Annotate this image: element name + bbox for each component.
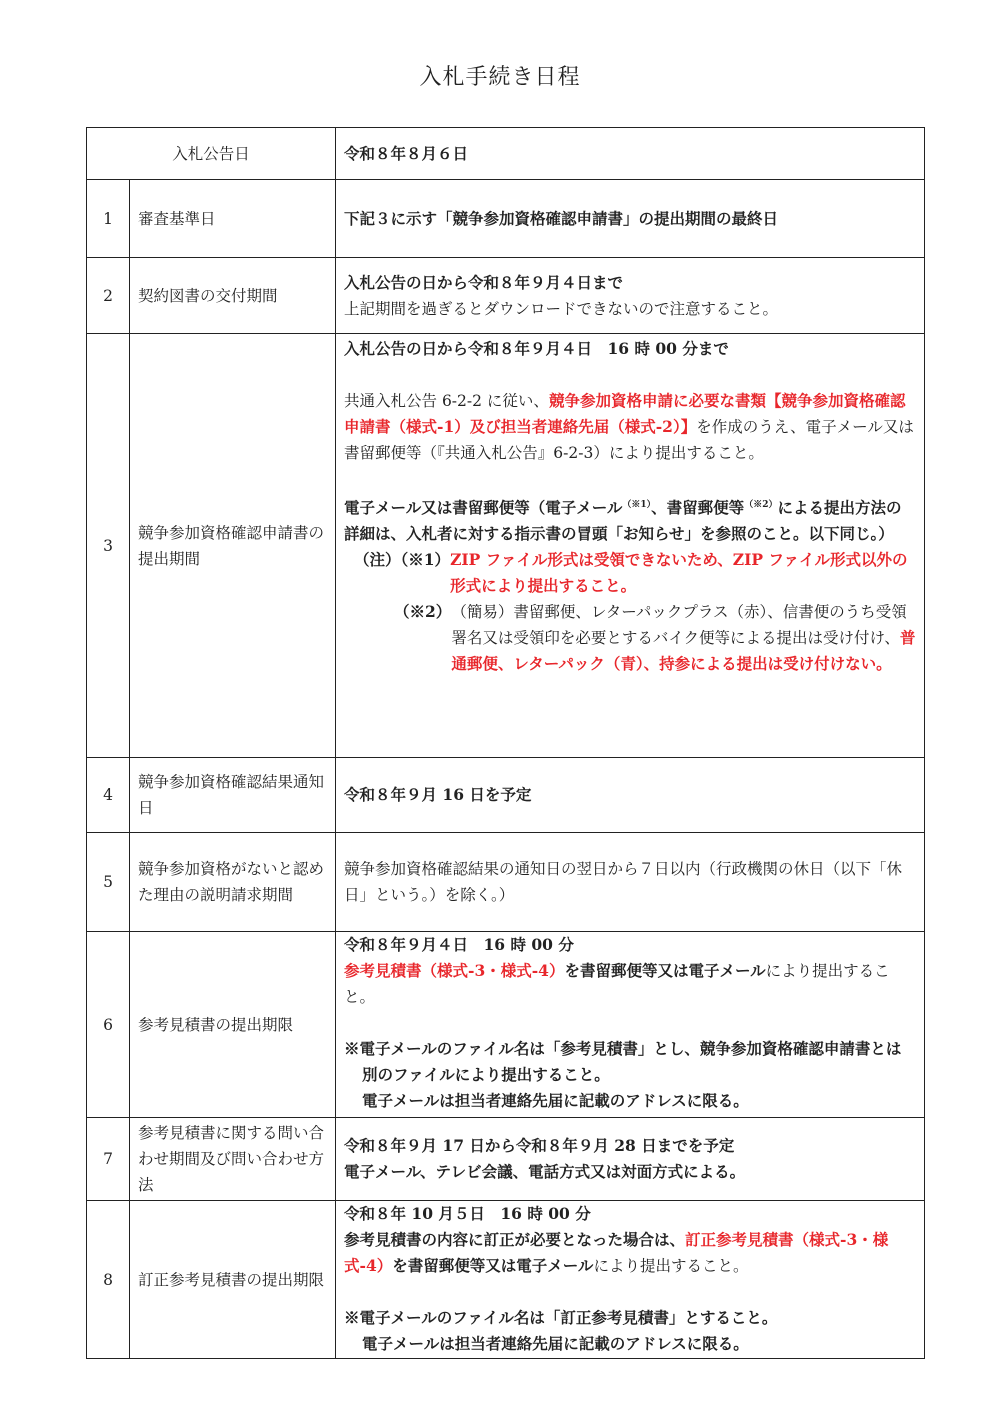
content-paragraph [344, 958, 916, 1010]
table-row [87, 258, 925, 334]
content-line: 上記期間を過ぎるとダウンロードできないので注意すること。 [344, 299, 779, 318]
row-content [336, 258, 925, 334]
row-label: 競争参加資格確認結果通知日 [130, 758, 336, 833]
notice-label: 入札公告日 [87, 128, 336, 180]
row-number: 5 [87, 833, 130, 932]
text-span: 電子メール又は書留郵便等（電子メール [344, 498, 623, 518]
table-row [87, 128, 925, 180]
content-paragraph: ※電子メールのファイル名は「参考見積書」とし、競争参加資格確認申請書とは別のファイルにより提出すること。 [344, 1039, 902, 1084]
row-label: 競争参加資格がないと認めた理由の説明請求期間 [130, 833, 336, 932]
row-label: 審査基準日 [130, 180, 336, 258]
text-span: （簡易）書留郵便、レターパックプラス（赤）、信書便のうち受領署名又は受領印を必要とするバイク便等による提出は受け付け、 [451, 603, 907, 648]
row-number: 3 [87, 334, 130, 758]
content-line: 入札公告の日から令和８年９月４日まで [344, 272, 624, 292]
text-span: を作成のうえ、電子メール又は書留郵便等（『共通入札公告』6-2-3）により提出すること。 [344, 418, 914, 462]
row-number: 4 [87, 758, 130, 833]
content-line: 入札公告の日から令和８年９月４日 16 時 00 分まで [344, 339, 729, 358]
row-label: 訂正参考見積書の提出期限 [130, 1201, 336, 1359]
text-span: 共通入札公告 6-2-2 に従い、 [344, 392, 549, 410]
highlight-text: 普通郵便、レターパック（青）、持参による提出は受け付けない。 [451, 628, 916, 674]
table-row [87, 1201, 925, 1359]
row-label: 競争参加資格確認申請書の提出期間 [130, 334, 336, 758]
row-content [336, 932, 925, 1118]
highlight-text: 訂正参考見積書（様式-3・様式-4） [344, 1230, 889, 1275]
highlight-text: 競争参加資格申請に必要な書類【競争参加資格確認申請書（様式-1）及び担当者連絡先届（様式-2）】 [344, 391, 906, 436]
row-content: 競争参加資格確認結果の通知日の翌日から７日以内（行政機関の休日（以下「休日」という。）を除く。） [336, 833, 925, 932]
text-span: による提出方法の詳細は、入札者に対する指示書の冒頭「お知らせ」を参照のこと。以下同じ。） [344, 498, 902, 544]
table-row [87, 833, 925, 932]
row-label: 参考見積書に関する問い合わせ期間及び問い合わせ方法 [130, 1118, 336, 1201]
row-content: 令和８年９月 16 日を予定 [336, 758, 925, 833]
content-line: 電子メールは担当者連絡先届に記載のアドレスに限る。 [362, 1091, 749, 1110]
row-number: 1 [87, 180, 130, 258]
content-line: ※電子メールのファイル名は「訂正参考見積書」とすること。 [344, 1308, 778, 1327]
note-item [344, 547, 916, 599]
note-key: （※2） [394, 602, 452, 622]
row-number: 6 [87, 932, 130, 1118]
content-line: 令和８年９月 17 日から令和８年９月 28 日までを予定 [344, 1136, 735, 1155]
row-label: 契約図書の交付期間 [130, 258, 336, 334]
table-row [87, 758, 925, 833]
page-title: 入札手続き日程 [419, 65, 581, 90]
schedule-table [86, 127, 925, 1359]
text-span: により提出すること。 [344, 962, 890, 1006]
content-line: 令和８年９月４日 16 時 00 分 [344, 935, 574, 954]
highlight-text: 参考見積書（様式-3・様式-4） [344, 961, 565, 980]
notice-value: 令和８年８月６日 [336, 128, 925, 180]
note-item [344, 599, 916, 677]
content-paragraph [344, 388, 916, 466]
row-content [336, 1118, 925, 1201]
row-content [336, 334, 925, 758]
text-span: により提出すること。 [593, 1257, 749, 1275]
highlight-text: ZIP ファイル形式は受領できないため、ZIP ファイル形式以外の形式により提出すること。 [450, 550, 908, 596]
text-span: を書留郵便等又は電子メール [564, 961, 766, 980]
text-span: 、書留郵便等 [651, 498, 745, 518]
row-number: 7 [87, 1118, 130, 1201]
table-row [87, 180, 925, 258]
note-key: （注）（※1） [354, 550, 451, 570]
row-content [336, 1201, 925, 1359]
row-label: 参考見積書の提出期限 [130, 932, 336, 1118]
content-paragraph [344, 492, 916, 547]
footnote-mark: （※1） [622, 500, 652, 510]
table-row [87, 1118, 925, 1201]
row-number: 2 [87, 258, 130, 334]
table-row [87, 932, 925, 1118]
row-number: 8 [87, 1201, 130, 1359]
footnote-mark: （※2） [744, 500, 778, 510]
table-row [87, 334, 925, 758]
content-line: 電子メールは担当者連絡先届に記載のアドレスに限る。 [362, 1334, 749, 1353]
content-paragraph [344, 1227, 916, 1279]
content-line: 電子メール、テレビ会議、電話方式又は対面方式による。 [344, 1162, 746, 1181]
content-line: 令和８年 10 月５日 16 時 00 分 [344, 1204, 591, 1223]
text-span: 参考見積書の内容に訂正が必要となった場合は、 [344, 1230, 686, 1249]
row-content: 下記３に示す「競争参加資格確認申請書」の提出期間の最終日 [336, 180, 925, 258]
text-span: を書留郵便等又は電子メール [392, 1256, 594, 1275]
